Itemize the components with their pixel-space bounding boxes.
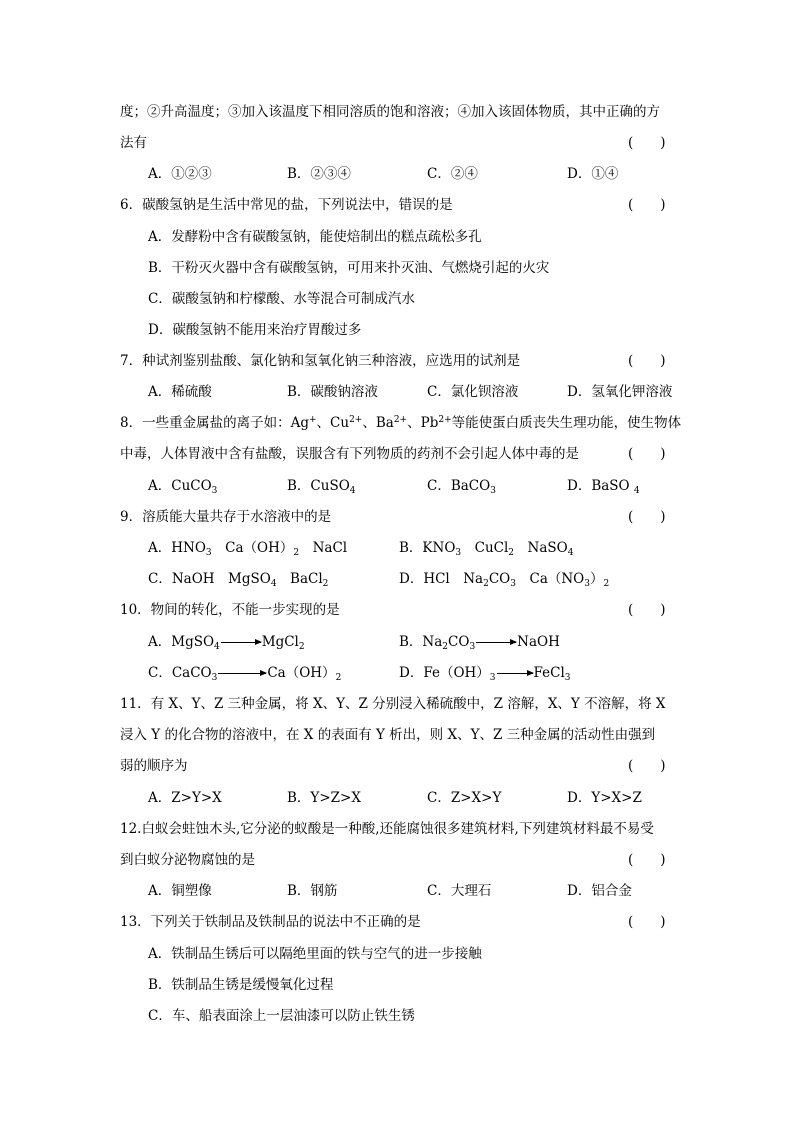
q10-b-from-sub1: 2 [442, 642, 449, 652]
q8-options [0, 474, 794, 498]
q5-option-a: A．①②③ [148, 166, 212, 182]
arrow-icon [497, 673, 533, 674]
q9-b-3: NaSO [514, 540, 568, 556]
q8-option-d-text: D．BaSO [567, 478, 630, 494]
q8-stem-2: 中毒，人体胃液中含有盐酸，误服含有下列物质的药剂不会引起人体中毒的是 [120, 446, 579, 462]
q8-option-c-sub: 3 [490, 486, 496, 496]
q8-answer-paren: ( ) [628, 446, 666, 462]
q13-option-c-line [0, 1004, 794, 1028]
q6-option-c-line [0, 287, 794, 311]
q10-a-to: MgCl [261, 634, 299, 650]
q9-options-ab [0, 536, 794, 560]
q9-b-2-sub: 2 [508, 548, 515, 558]
q7-stem-line [0, 349, 794, 373]
q5-text-1: 度；②升高温度；③加入该温度下相同溶质的饱和溶液；④加入该固体物质，其中正确的方 [120, 104, 660, 120]
q9-b-1-sub: 3 [455, 548, 462, 558]
q6-answer-paren: ( ) [628, 197, 666, 213]
q6-option-a: A．发酵粉中含有碳酸氢钠，能使焙制出的糕点疏松多孔 [148, 229, 482, 245]
q13-option-a: A．铁制品生锈后可以隔绝里面的铁与空气的进一步接触 [148, 946, 482, 962]
pb-charge: 2+ [438, 415, 452, 425]
q8-option-c [427, 474, 496, 498]
q5-text-2: 法有 [120, 135, 147, 151]
q5-line-1 [0, 100, 794, 124]
cu-charge: 2+ [349, 415, 363, 425]
q5-options [0, 162, 794, 186]
q5-option-b: B．②③④ [287, 166, 351, 182]
q12-option-c: C．大理石 [427, 883, 492, 899]
q9-c-2-sub: 2 [322, 579, 329, 589]
q8-stem [120, 411, 681, 435]
q7-answer-paren: ( ) [628, 353, 666, 369]
q8-option-b-sub: 4 [349, 486, 356, 496]
q10-answer-paren: ( ) [628, 602, 666, 618]
q9-options-cd [0, 567, 794, 591]
q11-stem-1: 11．有 X、Y、Z 三种金属，将 X、Y、Z 分别浸入稀硫酸中，Z 溶解，X、Y 不溶解，将 X [120, 696, 666, 712]
q7-option-a: A．稀硫酸 [148, 384, 212, 400]
q9-stem: 9．溶质能大量共存于水溶液中的是 [120, 509, 332, 525]
q13-option-b: B．铁制品生锈是缓慢氧化过程 [148, 977, 334, 993]
q8-line-2 [0, 442, 794, 466]
q9-d-1: D．HCl Na [399, 571, 484, 587]
q9-stem-line [0, 505, 794, 529]
q5-answer-paren: ( ) [628, 135, 666, 151]
q6-option-b-line [0, 256, 794, 280]
q10-option-c [148, 661, 341, 685]
q12-options [0, 879, 794, 903]
q10-c-from: C．CaCO [148, 665, 212, 681]
q9-b-1: B．KNO [399, 540, 456, 556]
q10-option-d [399, 661, 571, 685]
q9-option-a [148, 536, 347, 560]
q13-option-b-line [0, 973, 794, 997]
q9-a-1-sub: 3 [205, 548, 212, 558]
q7-stem: 7．种试剂鉴别盐酸、氯化钠和氢氧化钠三种溶液，应选用的试剂是 [120, 353, 521, 369]
q8-stem-b: 等能使蛋白质丧失生理功能，使生物体 [451, 415, 682, 431]
q8-sep1: 、Cu [316, 415, 350, 431]
q9-option-d [399, 567, 609, 591]
q9-a-2-sub: 2 [293, 548, 300, 558]
arrow-icon [221, 642, 261, 643]
q10-option-b [399, 630, 560, 654]
q6-option-b: B．干粉灭火器中含有碳酸氢钠，可用来扑灭油、气燃烧引起的火灾 [148, 260, 550, 276]
q8-option-a [148, 474, 217, 498]
q9-d-4-sub: 2 [603, 579, 610, 589]
q13-option-a-line [0, 942, 794, 966]
q5-option-d: D．①④ [567, 166, 619, 182]
q6-option-c: C．碳酸氢钠和柠檬酸、水等混合可制成汽水 [148, 291, 415, 307]
q7-option-b: B．碳酸钠溶液 [287, 384, 378, 400]
q10-a-from-sub: 4 [214, 642, 220, 652]
q13-stem: 13．下列关于铁制品及铁制品的说法中不正确的是 [120, 914, 421, 930]
q6-option-d-line [0, 318, 794, 342]
q8-option-b-text: B．CuSO [287, 478, 350, 494]
q13-stem-line [0, 910, 794, 934]
q11-stem-3: 弱的顺序为 [120, 758, 188, 774]
q10-c-to: Ca（OH） [267, 665, 336, 681]
q10-options-ab [0, 630, 794, 654]
q10-d-from-sub: 3 [489, 673, 496, 683]
q10-d-to: FeCl [533, 665, 565, 681]
q9-a-3: NaCl [299, 540, 348, 556]
q10-b-from-sub2: 3 [469, 642, 476, 652]
q8-option-d-sub: 4 [633, 486, 640, 496]
q9-answer-paren: ( ) [628, 509, 666, 525]
q10-stem: 10．物间的转化，不能一步实现的是 [120, 602, 340, 618]
q8-option-d [567, 474, 640, 498]
q9-d-3-sub: 3 [584, 579, 590, 589]
q11-option-a: A．Z>Y>X [148, 790, 222, 806]
q10-b-from2: CO [448, 634, 470, 650]
q8-sep2: 、Ba [362, 415, 394, 431]
q6-option-a-line [0, 225, 794, 249]
q8-stem-a: 8．一些重金属盐的离子如：Ag [120, 415, 309, 431]
q10-c-to-sub: 2 [335, 673, 342, 683]
q8-option-a-text: A．CuCO [148, 478, 212, 494]
q9-d-4: ） [589, 571, 604, 587]
q9-c-1-sub: 4 [270, 579, 277, 589]
q9-b-2: CuCl [461, 540, 509, 556]
q12-line-2 [0, 848, 794, 872]
q11-option-d: D．Y>X>Z [567, 790, 642, 806]
ba-charge: 2+ [393, 415, 408, 425]
q11-options [0, 786, 794, 810]
q5-option-c: C．②④ [427, 166, 478, 182]
q10-stem-line [0, 598, 794, 622]
q10-d-to-sub: 3 [564, 673, 571, 683]
q9-d-3: Ca（NO [515, 571, 585, 587]
q9-option-b [399, 536, 573, 560]
q11-line-2 [0, 723, 794, 747]
q10-b-from: B．Na [399, 634, 443, 650]
q8-option-b [287, 474, 356, 498]
q12-option-b: B．钢筋 [287, 883, 338, 899]
q7-option-c: C．氯化钡溶液 [427, 384, 519, 400]
q7-option-d: D．氢氧化钾溶液 [567, 384, 673, 400]
q9-c-1: C．NaOH MgSO [148, 571, 271, 587]
q12-stem-1: 12.白蚁会蛀蚀木头,它分泌的蚁酸是一种酸,还能腐蚀很多建筑材料,下列建筑材料最不易受 [120, 821, 654, 837]
q8-option-c-text: C．BaCO [427, 478, 491, 494]
q12-stem-2: 到白蚁分泌物腐蚀的是 [120, 852, 255, 868]
arrow-icon [218, 673, 266, 674]
q5-line-2 [0, 131, 794, 155]
q10-a-to-sub: 2 [298, 642, 305, 652]
arrow-icon [476, 642, 516, 643]
q12-option-d: D．铝合金 [567, 883, 632, 899]
q11-option-c: C．Z>X>Y [427, 790, 502, 806]
q10-b-to: NaOH [517, 634, 560, 650]
q11-line-3 [0, 754, 794, 778]
q9-d-1-sub: 2 [483, 579, 489, 589]
q13-option-c: C．车、船表面涂上一层油漆可以防止铁生锈 [148, 1008, 415, 1024]
q10-option-a [148, 630, 305, 654]
q10-c-from-sub: 3 [211, 673, 218, 683]
q10-options-cd [0, 661, 794, 685]
q9-d-2-sub: 3 [510, 579, 516, 589]
q9-d-2: CO [488, 571, 511, 587]
q10-a-from: A．MgSO [148, 634, 215, 650]
q7-options [0, 380, 794, 404]
q6-stem-line [0, 193, 794, 217]
q10-d-from: D．Fe（OH） [399, 665, 490, 681]
q11-line-1 [0, 692, 794, 716]
q12-line-1 [0, 817, 794, 841]
q12-answer-paren: ( ) [628, 852, 666, 868]
ag-charge: + [308, 415, 317, 425]
q9-b-3-sub: 4 [567, 548, 574, 558]
q9-a-1: A．HNO [148, 540, 206, 556]
q9-option-c [148, 567, 328, 591]
q6-option-d: D．碳酸氢钠不能用来治疗胃酸过多 [148, 322, 362, 338]
q9-c-2: BaCl [276, 571, 323, 587]
q8-option-a-sub: 3 [211, 486, 218, 496]
q11-answer-paren: ( ) [628, 758, 666, 774]
q6-stem: 6．碳酸氢钠是生活中常见的盐，下列说法中，错误的是 [120, 197, 453, 213]
q11-option-b: B．Y>Z>X [287, 790, 361, 806]
q11-stem-2: 浸入 Y 的化合物的溶液中，在 X 的表面有 Y 析出，则 X、Y、Z 三种金属的活动性由强到 [120, 727, 656, 743]
q9-a-2: Ca（OH） [211, 540, 294, 556]
q13-answer-paren: ( ) [628, 914, 666, 930]
q12-option-a: A．铜塑像 [148, 883, 212, 899]
q8-line-1 [0, 411, 794, 435]
q8-sep3: 、Pb [407, 415, 439, 431]
